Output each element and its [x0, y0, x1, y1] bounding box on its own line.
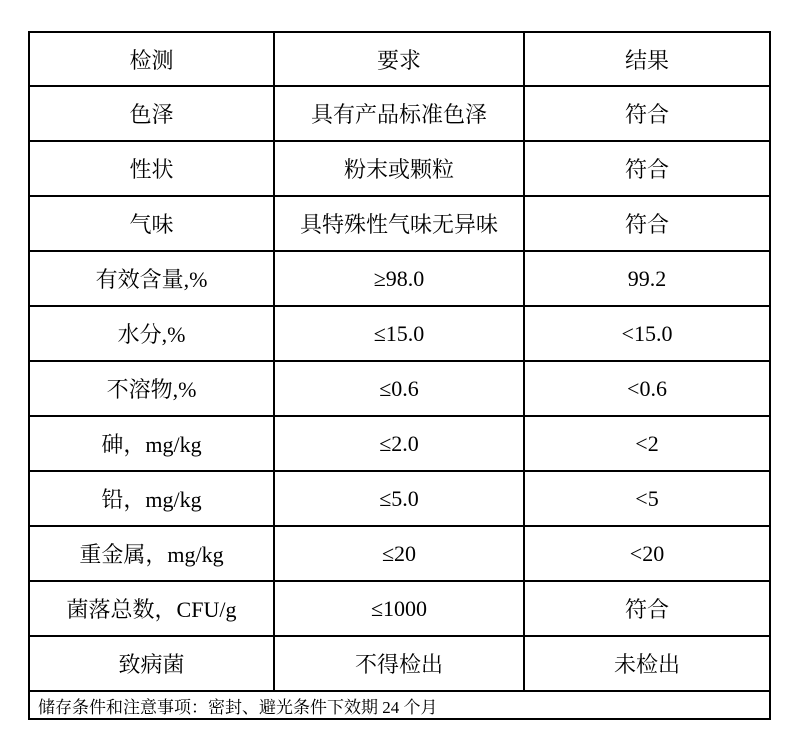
result-cell: 99.2	[524, 251, 770, 306]
requirement-cell: 具有产品标准色泽	[274, 86, 524, 141]
header-row	[29, 32, 770, 86]
table-row	[29, 196, 770, 251]
table-row	[29, 306, 770, 361]
table-row	[29, 251, 770, 306]
item-cell: 性状	[29, 141, 274, 196]
result-cell: 未检出	[524, 636, 770, 691]
table-row	[29, 581, 770, 636]
table-row	[29, 361, 770, 416]
requirement-cell: 具特殊性气味无异味	[274, 196, 524, 251]
header-cell-test: 检测	[29, 32, 274, 86]
result-cell: 符合	[524, 196, 770, 251]
footer-row	[29, 691, 770, 719]
item-cell: 气味	[29, 196, 274, 251]
table-row	[29, 471, 770, 526]
item-cell: 重金属，mg/kg	[29, 526, 274, 581]
item-cell: 致病菌	[29, 636, 274, 691]
header-cell-result: 结果	[524, 32, 770, 86]
item-cell: 砷，mg/kg	[29, 416, 274, 471]
result-cell: <20	[524, 526, 770, 581]
table-row	[29, 636, 770, 691]
requirement-cell: ≤20	[274, 526, 524, 581]
result-cell: <5	[524, 471, 770, 526]
item-cell: 铅，mg/kg	[29, 471, 274, 526]
requirement-cell: 不得检出	[274, 636, 524, 691]
result-cell: 符合	[524, 141, 770, 196]
requirement-cell: ≤1000	[274, 581, 524, 636]
inspection-table	[28, 31, 771, 720]
result-cell: <0.6	[524, 361, 770, 416]
table-row	[29, 141, 770, 196]
item-cell: 色泽	[29, 86, 274, 141]
requirement-cell: ≤5.0	[274, 471, 524, 526]
header-cell-requirement: 要求	[274, 32, 524, 86]
requirement-cell: ≤15.0	[274, 306, 524, 361]
item-cell: 有效含量,%	[29, 251, 274, 306]
requirement-cell: 粉末或颗粒	[274, 141, 524, 196]
result-cell: 符合	[524, 581, 770, 636]
result-cell: <15.0	[524, 306, 770, 361]
item-cell: 菌落总数，CFU/g	[29, 581, 274, 636]
requirement-cell: ≤2.0	[274, 416, 524, 471]
item-cell: 不溶物,%	[29, 361, 274, 416]
table-row	[29, 416, 770, 471]
storage-note: 储存条件和注意事项：密封、避光条件下效期 24 个月	[29, 691, 770, 719]
table-row	[29, 526, 770, 581]
result-cell: <2	[524, 416, 770, 471]
table-row	[29, 86, 770, 141]
requirement-cell: ≤0.6	[274, 361, 524, 416]
requirement-cell: ≥98.0	[274, 251, 524, 306]
result-cell: 符合	[524, 86, 770, 141]
item-cell: 水分,%	[29, 306, 274, 361]
